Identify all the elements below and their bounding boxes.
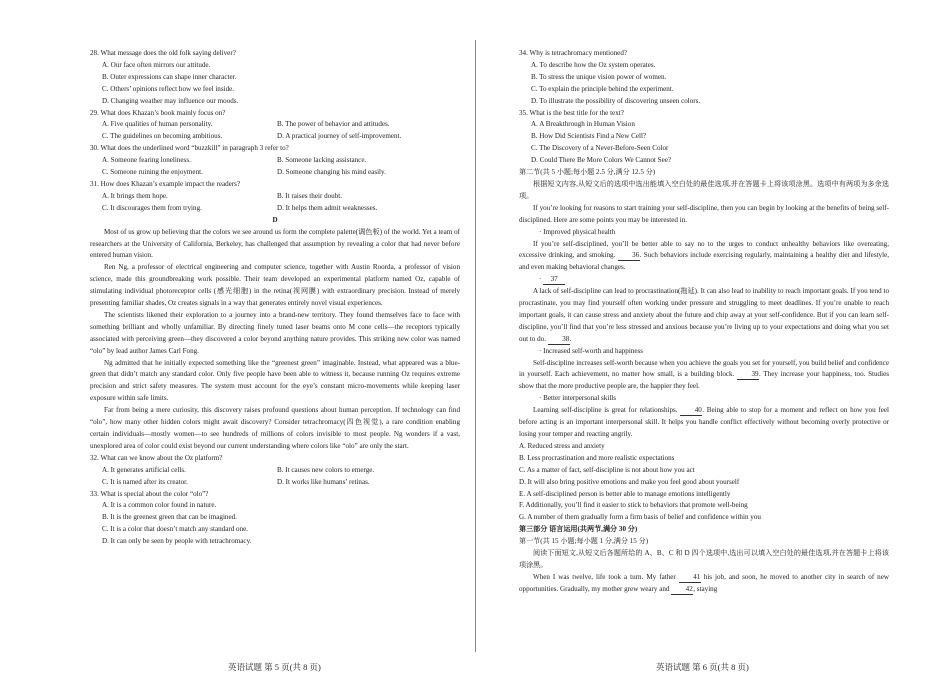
- passage-paragraph: Ren Ng, a professor of electrical engineering and computer science, together with Austin Roorda, a professor of vision science, made this groundbreaking work possible. Their team developed an experimental platform named Oz, capable of stimulating individual photoreceptor cells (感光细胞) in the retina(视网膜) with extraordinary precision. Instead of merely presenting familiar shades, Oz creates signals in a way that generates entirely novel visual experiences.: [90, 263, 460, 308]
- question-stem: 34. Why is tetrachromacy mentioned?: [519, 49, 628, 57]
- subheading: · Better interpersonal skills: [539, 394, 617, 403]
- question-35: [519, 108, 889, 168]
- choice: E. A self-disciplined person is better able to manage emotions intelligently: [519, 489, 731, 498]
- choice: C. As a matter of fact, self-discipline is not about how you act: [519, 465, 695, 474]
- text: his job, and soon, he moved to another city in search of new opportunities. Gradually, my mother grew weary and: [519, 572, 889, 593]
- question-stem: 35. What is the best title for the text?: [519, 108, 624, 117]
- option: B. The power of behavior and attitudes.: [277, 120, 390, 129]
- page-footer-right: 英语试题 第 6 页(共 8 页): [656, 662, 749, 672]
- blank-41[interactable]: 41: [679, 572, 701, 583]
- option: A. It brings them hope.: [102, 191, 168, 200]
- question-stem: 31. How does Khazan’s example impact the readers?: [90, 179, 241, 188]
- option: D. It helps them admit weaknesses.: [277, 203, 378, 212]
- passage-paragraph: The scientists likened their exploration to a journey into a brand-new territory. They found themselves face to face with something brilliant and wholly unfamiliar. By directing finely tuned laser beams onto M cone cells—the receptors typically associated with perceiving green—they discovered a color beyond anything nature provides. This striking new color was named “olo” by lead author James Carl Fong.: [90, 310, 460, 355]
- choice: F. Additionally, you’ll find it easier to stick to behaviors that promote well-being: [519, 501, 748, 510]
- option: A. To describe how the Oz system operates.: [531, 60, 656, 69]
- blank-36[interactable]: 36: [618, 250, 640, 261]
- left-page-column: [90, 48, 460, 548]
- passage-paragraph: [519, 405, 889, 441]
- blank-39[interactable]: 39: [737, 369, 759, 380]
- option: D. Someone changing his mind easily.: [277, 168, 386, 177]
- option: C. It discourages them from trying.: [102, 203, 202, 212]
- choice: A. Reduced stress and anxiety: [519, 441, 605, 450]
- option: A. A Breakthrough in Human Vision: [531, 120, 635, 129]
- option: A. Someone fearing loneliness.: [102, 156, 191, 165]
- passage-paragraph: Most of us grow up believing that the colors we see around us form the complete palette(调色板) of the world. Yet a team of researchers at the University of California, Berkeley, has challenged that assumption by revealing a color that had never before entered human vision.: [90, 227, 460, 260]
- blank-40[interactable]: 40: [680, 405, 702, 416]
- option: B. Outer expressions can shape inner character.: [102, 72, 237, 81]
- section-2-heading: 第二节(共 5 小题;每小题 2.5 分,满分 12.5 分): [519, 168, 656, 177]
- passage-d: [90, 227, 460, 453]
- option: B. It is the greenest green that can be imagined.: [102, 513, 237, 522]
- question-30: [90, 143, 460, 179]
- option: A. It is a common color found in nature.: [102, 501, 217, 510]
- option: B. To stress the unique vision power of women.: [531, 72, 667, 81]
- subheading: · Increased self-worth and happiness: [539, 346, 644, 355]
- option: C. The guidelines on becoming ambitious.: [102, 132, 223, 141]
- question-32: [90, 453, 460, 489]
- passage-paragraph: [519, 358, 889, 394]
- choice: B. Less procrastination and more realistic expectations: [519, 453, 675, 462]
- text: . Being able to stop for a moment and reflect on how you feel before acting is an important interpersonal skill. It helps you handle conflict effectively without becoming overly protective or losing your temper and reacting angrily.: [519, 406, 889, 438]
- option: D. It can only be seen by people with tetrachromacy.: [102, 537, 252, 546]
- text: Learning self-discipline is great for relationships.: [533, 406, 678, 415]
- option: C. To explain the principle behind the experiment.: [531, 84, 674, 93]
- passage-paragraph: [519, 239, 889, 275]
- option: B. It raises their doubt.: [277, 191, 343, 200]
- question-28: [90, 48, 460, 108]
- choice: G. A number of them gradually form a firm basis of belief and confidence within you: [519, 513, 761, 522]
- text: A lack of self-discipline can lead to procrastination(拖延). It can also lead to inability to reach important goals. If you tend to procrastinate, you may find yourself often working under pressure and struggling to meet deadlines. If you’re unable to reach important goals, it can cause stress and anxiety about the future and chip away at your self-confidence. But if you can learn self-discipline, you’ll find that you’re less stressed and anxious because you’re living up to your expectations and doing what you set out to do.: [519, 287, 889, 343]
- subheading: [519, 274, 889, 286]
- option: D. It works like humans’ retinas.: [277, 477, 370, 486]
- option: C. Others’ opinions reflect how we feel inside.: [102, 84, 235, 93]
- option: C. It is a color that doesn’t match any standard one.: [102, 525, 249, 534]
- subheading: · Improved physical health: [539, 227, 616, 236]
- question-stem: 32. What can we know about the Oz platform?: [90, 453, 223, 462]
- option: C. Someone ruining the enjoyment.: [102, 168, 203, 177]
- option: B. It causes new colors to emerge.: [277, 465, 375, 474]
- section-title-d: D: [272, 215, 278, 224]
- text: . They increase your happiness, too. Studies show that the more productive people are, the happier they feel.: [519, 370, 889, 391]
- question-stem: 33. What is special about the color “olo”?: [90, 489, 209, 498]
- passage-paragraph: Ng admitted that he initially expected something like the “greenest green” imaginable. Instead, what appeared was a blue-green that didn’t match any standard color. Only five people have been able to witness it, because running Oz requires extreme precision and strict safety measures. The system must account for the eye’s constant micro-movements while keeping laser exposure within safe limits.: [90, 358, 460, 403]
- question-stem: 30. What does the underlined word “buzzkill” in paragraph 3 refer to?: [90, 144, 289, 153]
- text: When I was twelve, life took a turn. My father: [533, 572, 676, 581]
- option: D. Could There Be More Colors We Cannot See?: [531, 156, 672, 165]
- part-3-heading: 第三部分 语言运用(共两节,满分 30 分): [519, 525, 638, 534]
- blank-37[interactable]: 37: [543, 274, 565, 285]
- option: D. Changing weather may influence our moods.: [102, 96, 239, 105]
- part-3-instruction: 阅读下面短文,从短文后各题所给的 A、B、C 和 D 四个选项中,选出可以填入空白处的最佳选项,并在答题卡上将该项涂黑。: [519, 549, 889, 569]
- question-29: [90, 108, 460, 144]
- option: D. To illustrate the possibility of discovering unseen colors.: [531, 96, 701, 105]
- question-stem: 28. What message does the old folk saying deliver?: [90, 49, 236, 57]
- choice: D. It will also bring positive emotions and make you feel good about yourself: [519, 477, 740, 486]
- question-34: [519, 48, 889, 108]
- text: , staying: [693, 584, 718, 593]
- passage-paragraph: A lack of self-discipline can lead to procrastination(拖延). It can also lead to inability to reach important goals. If you tend to procrastinate, you may find yourself often working under pressure and struggling to meet deadlines. If you’re unable to reach important goals, it can cause stress and anxiety about the future and chip away at your self-confidence. But if you can learn self-discipline, you’ll find that you’re less stressed and anxious because you’re living up to your expectations and doing what you set out to do. 38.: [519, 287, 889, 343]
- option: B. How Did Scientists Find a New Cell?: [531, 132, 647, 141]
- passage-intro: If you’re looking for reasons to start training your self-discipline, then you can begin by looking at the benefits of being self-disciplined. Here are some points you may be interested in.: [519, 203, 889, 224]
- part-3-section-1-heading: 第一节(共 15 小题;每小题 1 分,满分 15 分): [519, 537, 649, 546]
- option: D. A practical journey of self-improvement.: [277, 132, 402, 141]
- page-divider: [475, 40, 476, 652]
- question-33: [90, 489, 460, 549]
- option: A. Five qualities of human personality.: [102, 120, 213, 129]
- option: C. It is named after its creator.: [102, 477, 188, 486]
- answer-choices: [519, 441, 889, 524]
- right-page-column: [519, 48, 889, 596]
- option: C. The Discovery of a Never-Before-Seen Color: [531, 144, 669, 153]
- option: B. Someone lacking assistance.: [277, 156, 367, 165]
- page-footer-left: 英语试题 第 5 页(共 8 页): [228, 662, 321, 672]
- bullet: ·: [539, 275, 542, 284]
- text: . Such behaviors include exercising regularly, maintaining a healthy diet and lifestyle, and even making behavioral changes.: [519, 251, 889, 272]
- text: If you’re self-disciplined, you’ll be better able to say no to the urges to conduct unhealthy behaviors like overeating, excessive drinking, and smoking.: [519, 239, 889, 260]
- passage-paragraph: Far from being a mere curiosity, this discovery raises profound questions about human perception. If technology can find “olo”, how many other hidden colors might await discovery? Consider tetrachromacy(四色视觉), a rare condition enabling certain individuals—mostly women—to see hundreds of millions of colors invisible to most people. Ng wonders if a vast, unexplored area of color could exist beyond our current understanding where colors like “olo” are only the start.: [90, 406, 460, 450]
- question-stem: 29. What does Khazan’s book mainly focus on?: [90, 108, 226, 117]
- option: A. Our face often mirrors our attitude.: [102, 60, 211, 69]
- text: Self-discipline increases self-worth because when you achieve the goals you set for yourself, you build belief and confidence in yourself. Each achievement, no matter how small, is a building block.: [519, 358, 889, 379]
- blank-38[interactable]: 38: [548, 334, 570, 345]
- cloze-paragraph: [519, 572, 889, 596]
- question-31: [90, 179, 460, 215]
- section-2-instruction: 根据短文内容,从短文后的选项中选出能填入空白处的最佳选项,并在答题卡上将该项涂黑。选项中有两项为多余选项。: [519, 179, 889, 200]
- blank-42[interactable]: 42: [671, 584, 693, 595]
- option: A. It generates artificial cells.: [102, 465, 186, 474]
